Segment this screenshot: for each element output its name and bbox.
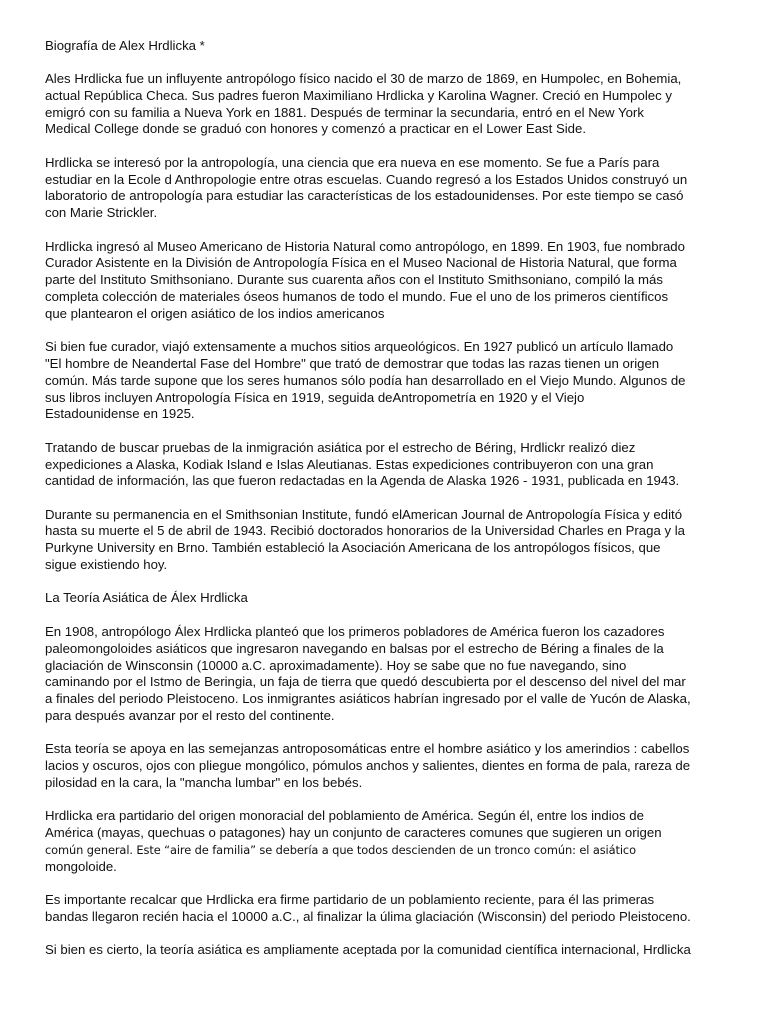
text-line: Si bien es cierto, la teoría asiática es ampliamente aceptada por la comunidad científica internacional, Hrdlicka (45, 942, 691, 958)
text-line: Purkyne University en Brno. También estableció la Asociación Americana de los antropólogos físicos, que (45, 540, 661, 556)
text-line: caminando por el Istmo de Beringia, un faja de tierra que quedó descubierta por el descenso del nivel del mar (45, 674, 686, 690)
text-line: mongoloide. (45, 858, 117, 874)
paragraph (45, 239, 745, 323)
paragraph (45, 892, 745, 926)
text-line: Hrdlicka ingresó al Museo Americano de Historia Natural como antropólogo, en 1899. En 1903, fue nombrado (45, 238, 685, 254)
text-line: que plantearon el origen asiático de los indios americanos (45, 305, 385, 321)
text-line: lacios y oscuros, ojos con pliegue mongólico, pómulos anchos y salientes, dientes en forma de pala, rareza de (45, 758, 691, 774)
paragraph (45, 155, 745, 222)
text-line: Durante su permanencia en el Smithsonian Institute, fundó elAmerican Journal de Antropología Física y editó (45, 506, 683, 522)
text-line: completa colección de materiales óseos humanos de todo el mundo. Fue el uno de los primeros científicos (45, 288, 669, 304)
text-line: estudiar en la Ecole d Anthropologie entre otras escuelas. Cuando regresó a los Estados Unidos construyó un (45, 171, 688, 187)
text-line: actual República Checa. Sus padres fueron Maximiliano Hrdlicka y Karolina Wagner. Creció en Humpolec y (45, 87, 672, 103)
text-line: América (mayas, quechuas o patagones) hay un conjunto de caracteres comunes que sugieren un origen (45, 825, 662, 841)
document-title: Biografía de Alex Hrdlicka * (45, 38, 205, 53)
text-line: Si bien fue curador, viajó extensamente a muchos sitios arqueológicos. En 1927 publicó un artículo llamado (45, 339, 674, 355)
text-line: Medical College donde se graduó con honores y comenzó a practicar en el Lower East Side. (45, 121, 587, 137)
text-line: Ales Hrdlicka fue un influyente antropólogo físico nacido el 30 de marzo de 1869, en Humpolec, en Bohemia, (45, 70, 682, 86)
paragraph (45, 440, 745, 490)
section-heading: La Teoría Asiática de Álex Hrdlicka (45, 590, 248, 606)
text-line: a finales del periodo Pleistoceno. Los inmigrantes asiáticos habrían ingresado por el valle de Yucón de Alaska, (45, 691, 691, 707)
paragraph (45, 71, 745, 138)
paragraph (45, 741, 745, 791)
text-line: Es importante recalcar que Hrdlicka era firme partidario de un poblamiento reciente, para él las primeras (45, 892, 655, 908)
text-line: emigró con su familia a Nueva York en 1881. Después de terminar la secundaria, entró en el New York (45, 104, 644, 120)
text-line: hasta su muerte el 5 de abril de 1943. Recibió doctorados honorarios de la Universidad Charles en Praga y la (45, 523, 685, 539)
text-line: Esta teoría se apoya en las semejanzas antroposomáticas entre el hombre asiático y los amerindios : cabellos (45, 741, 690, 757)
text-line: laboratorio de antropología para estudiar las características de los estadounidenses. Por este tiempo se casó (45, 188, 684, 204)
text-line: Hrdlicka era partidario del origen monoracial del poblamiento de América. Según él, entre los indios de (45, 808, 644, 824)
text-line: sus libros incluyen Antropología Física en 1919, seguida deAntropometría en 1920 y el Viejo (45, 389, 585, 405)
text-line: sigue existiendo hoy. (45, 557, 168, 573)
text-line: pilosidad en la cara, la "mancha lumbar" en los bebés. (45, 775, 363, 791)
text-line: glaciación de Winsconsin (10000 a.C. aproximadamente). Hoy se sabe que no fue navegando, sino (45, 657, 627, 673)
text-line: con Marie Strickler. (45, 205, 158, 221)
text-line: paleomongoloides asiáticos que ingresaron navegando en balsas por el estrecho de Béring a finales de la (45, 640, 664, 656)
text-line: expediciones a Alaska, Kodiak Island e Islas Aleutianas. Estas expediciones contribuyeron con una gran (45, 456, 654, 472)
document-page (45, 38, 745, 976)
paragraph (45, 942, 745, 959)
text-line: parte del Instituto Smithsoniano. Durante sus cuarenta años con el Instituto Smithsoniano, compiló la más (45, 272, 663, 288)
text-line: para después avanzar por el resto del continente. (45, 708, 335, 724)
text-fragment: Este “aire de familia” se debería a que todos descienden de un tronco común: el asiático (136, 843, 636, 858)
paragraph (45, 624, 745, 725)
paragraph (45, 808, 745, 875)
text-line: En 1908, antropólogo Álex Hrdlicka planteó que los primeros pobladores de América fueron los cazadores (45, 624, 665, 640)
text-fragment: común general. (45, 843, 137, 858)
text-line: común. Más tarde supone que los seres humanos sólo podía han desarrollado en el Viejo Mundo. Algunos de (45, 372, 686, 388)
text-line: "El hombre de Neandertal Fase del Hombre" que trató de demostrar que todas las razas tienen un origen (45, 355, 660, 371)
text-line: Hrdlicka se interesó por la antropología, una ciencia que era nueva en ese momento. Se fue a París para (45, 154, 660, 170)
text-line: cantidad de información, las que fueron redactadas en la Agenda de Alaska 1926 - 1931, publicada en 1943. (45, 473, 680, 489)
text-line: Estadounidense en 1925. (45, 406, 195, 422)
text-line: bandas llegaron recién hacia el 10000 a.C., al finalizar la úlima glaciación (Wisconsin) del periodo Pleistoceno. (45, 909, 691, 924)
text-line (45, 842, 745, 859)
paragraph (45, 339, 745, 423)
paragraph (45, 507, 745, 574)
text-line: Tratando de buscar pruebas de la inmigración asiática por el estrecho de Béring, Hrdlickr realizó diez (45, 439, 636, 455)
text-line: Curador Asistente en la División de Antropología Física en el Museo Nacional de Historia Natural, que forma (45, 255, 677, 271)
